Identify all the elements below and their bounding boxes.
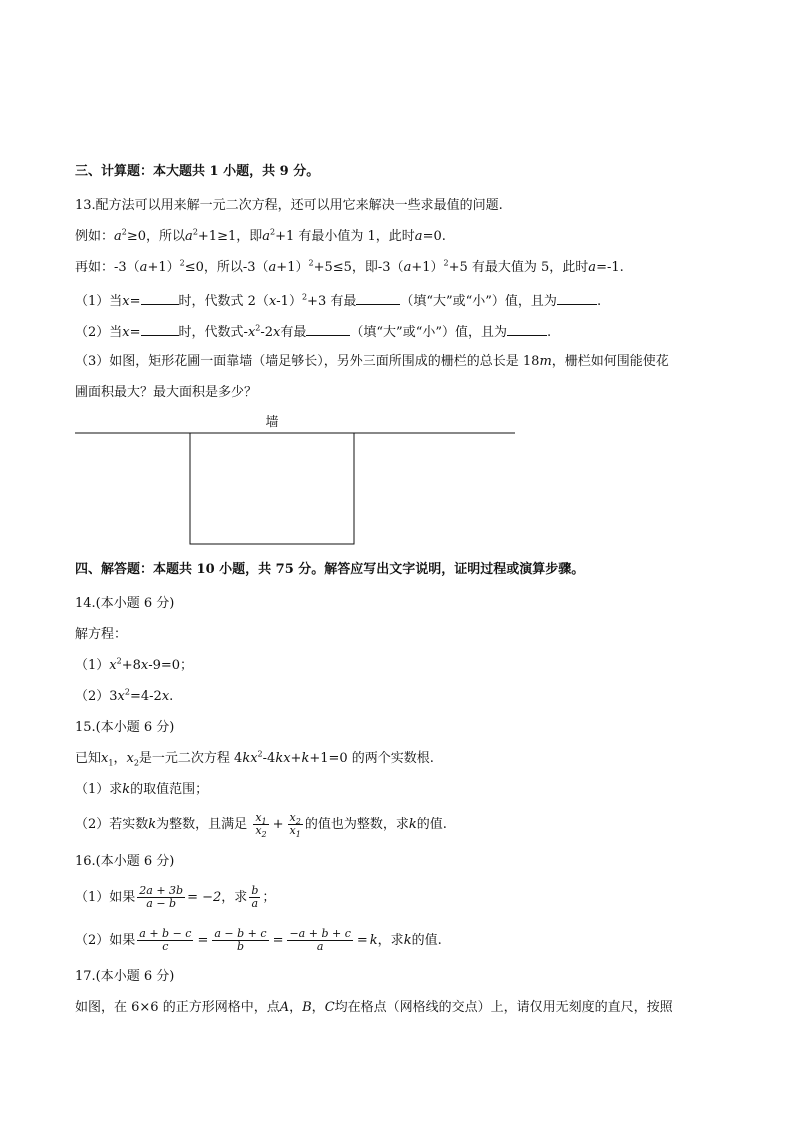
answer-blank[interactable] (141, 291, 179, 305)
garden-figure (75, 412, 515, 546)
fraction-2: $\frac{a - b + c}{b}$ (214, 927, 267, 953)
q13-stem: 13.配方法可以用来解一元二次方程，还可以用它来解决一些求最值的问题. (75, 198, 503, 213)
q14-part-2: $(2)3x^2=4-2x$. (75, 687, 174, 704)
wall-label: 墙 (265, 415, 279, 430)
fraction-2a3b-over-ab: $\frac{2a + 3b}{a - b}$ (139, 884, 184, 910)
q13-part-3: （3）如图，矩形花圃一面靠墙（墙足够长），另外三面所围成的栅栏的总长是 18m，栅栏如何围能使花 (75, 354, 669, 369)
q15-stem: 已知$x_1$，$x_2$是一元二次方程 $4kx^2-4kx+k+1=0$ 的两个实数根. (75, 749, 434, 768)
q14-part-1: $(1)x^2+8x-9=0$； (75, 656, 194, 673)
fraction-b-over-a: $\frac{b}{a}$ (251, 884, 259, 910)
q14-intro: 解方程： (75, 627, 128, 642)
section-3-title: 三、计算题：本大题共 1 小题，共 9 分。 (75, 164, 320, 179)
fraction-x1-over-x2: $\frac{x_1}{x_2}$ (255, 811, 267, 840)
q13-example-1: 例如：$a^2\ge 0$，所以$a^2+1\ge 1$，即$a^2+1$ 有最小值为 1，此时a=0. (75, 227, 446, 244)
fraction-3: $\frac{-a + b + c}{a}$ (289, 927, 351, 953)
q13-part-1: （1）当x= 时，代数式 $2(x-1)^2+3$ 有最 （填“大”或“小”）值，且为 . (75, 292, 602, 309)
fraction-x2-over-x1: $\frac{x_2}{x_1}$ (289, 811, 301, 840)
q17-stem: 如图，在 6×6 的正方形网格中，点A，B，C均在格点（网格线的交点）上，请仅用无刻度的直尺，按照 (75, 1000, 673, 1015)
q14-head: 14.(本小题 6 分) (75, 596, 175, 611)
answer-blank[interactable] (356, 291, 400, 305)
answer-blank[interactable] (141, 322, 179, 336)
q15-head: 15.(本小题 6 分) (75, 720, 175, 735)
q13-part-2: （2）当x= 时，代数式$-x^2-2x$有最 （填“大”或“小”）值，且为 . (75, 323, 552, 340)
q16-part-2: （2）如果 $\frac{a + b - c}{c}$ = $\frac{a - b + c}{b}$ = $\frac{-a + b + c}{a}$ = k，求k的值. (75, 927, 442, 953)
garden-rectangle (190, 433, 354, 544)
garden-diagram (75, 412, 515, 546)
q15-part-2: （2）若实数k为整数，且满足 $\frac{x_1}{x_2}$ + $\frac{x_2}{x_1}$ 的值也为整数，求k的值. (75, 811, 447, 840)
q13-part-3-cont: 圃面积最大？最大面积是多少？ (75, 385, 258, 400)
answer-blank[interactable] (507, 322, 547, 336)
q15-part-1: （1）求k的取值范围； (75, 782, 209, 797)
fraction-1: $\frac{a + b - c}{c}$ (139, 927, 192, 953)
answer-blank[interactable] (557, 291, 597, 305)
q17-head: 17.(本小题 6 分) (75, 969, 175, 984)
q16-head: 16.(本小题 6 分) (75, 854, 175, 869)
q13-example-2: 再如：$-3(a+1)^2\le 0$，所以$-3(a+1)^2+5\le 5$，即$-3(a+1)^2+5$ 有最大值为 5，此时a=-1. (75, 258, 624, 275)
section-4-title: 四、解答题：本题共 10 小题，共 75 分。解答应写出文字说明，证明过程或演算步骤。 (75, 562, 585, 577)
answer-blank[interactable] (306, 322, 350, 336)
q16-part-1: （1）如果 $\frac{2a + 3b}{a - b}$ = −2，求 $\frac{b}{a}$ ； (75, 884, 276, 910)
